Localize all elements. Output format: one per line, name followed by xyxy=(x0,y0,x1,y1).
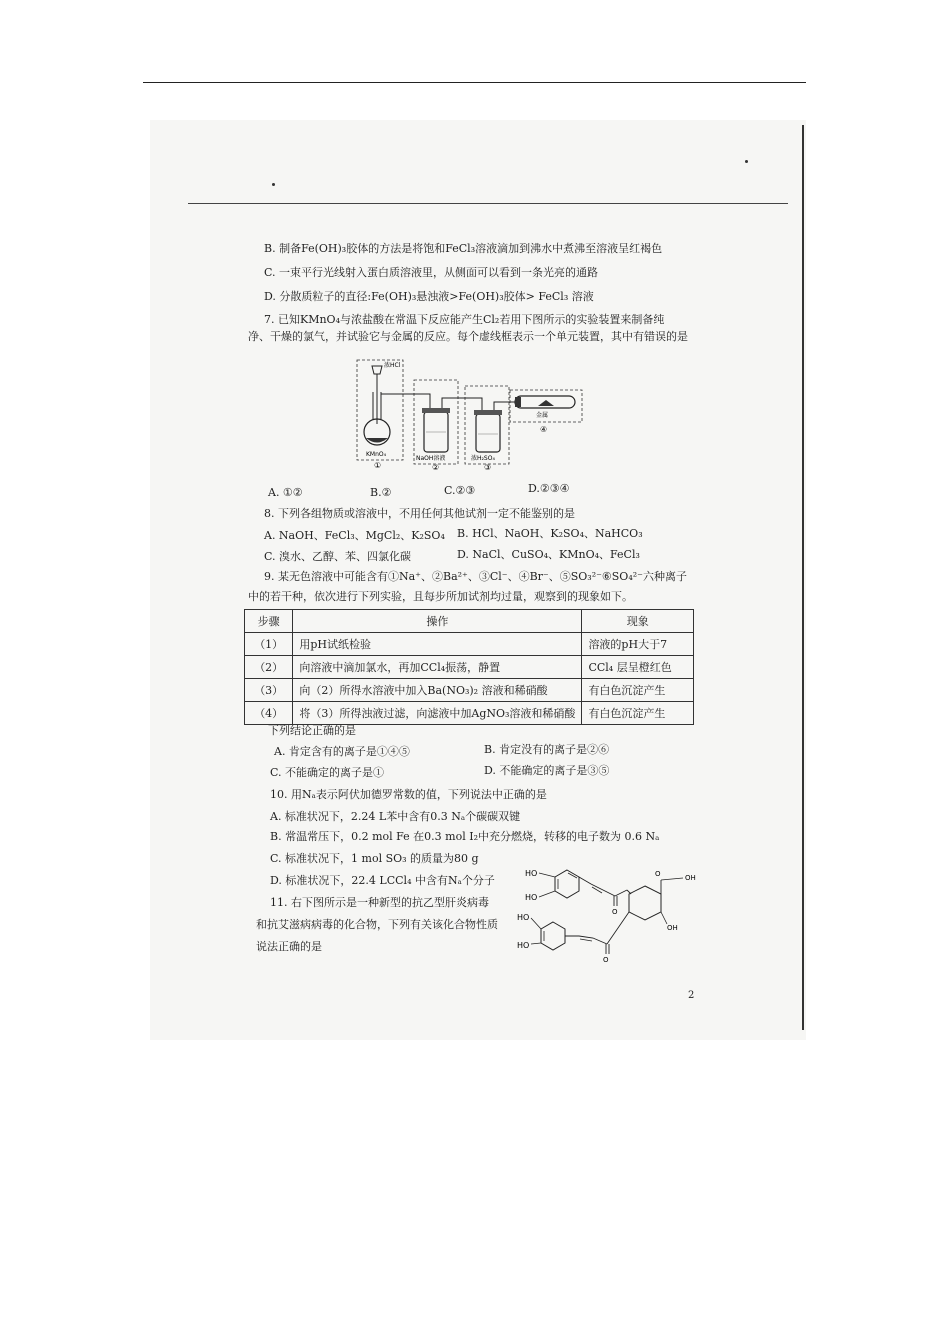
phenomenon-cell: 有白色沉淀产生 xyxy=(582,702,694,725)
q8-option-b: B. HCl、NaOH、K₂SO₄、NaHCO₃ xyxy=(457,527,643,540)
q7-stem-line2: 净、干燥的氯气，并试验它与金属的反应。每个虚线框表示一个单元装置，其中有错误的是 xyxy=(248,330,688,343)
ho-label: HO xyxy=(517,941,530,950)
scan-header-rule xyxy=(188,203,788,204)
q7-option-b: B.② xyxy=(370,486,392,499)
ho-label: HO xyxy=(517,913,530,922)
oh-label: OH xyxy=(667,924,678,932)
q9-stem-line2: 中的若干种，依次进行下列实验，且每步所加试剂均过量，观察到的现象如下。 xyxy=(248,590,633,603)
wash-bottle-h2so4 xyxy=(476,414,500,452)
o-label: O xyxy=(603,956,609,964)
label-unit-4: ④ xyxy=(540,425,548,434)
o-label: O xyxy=(655,870,661,878)
oh-label: OH xyxy=(685,874,696,882)
page-number: 2 xyxy=(688,990,695,1001)
q11-molecule-structure xyxy=(515,860,715,970)
label-hcl: 浓HCl xyxy=(384,362,401,369)
phenomenon-cell: 有白色沉淀产生 xyxy=(582,679,694,702)
q9-experiment-table xyxy=(244,609,694,725)
q9-conclusion: 下列结论正确的是 xyxy=(268,724,356,737)
table-row xyxy=(245,679,694,702)
dropping-funnel xyxy=(372,366,382,374)
label-unit-2: ② xyxy=(432,463,440,472)
q10-option-b: B. 常温常压下，0.2 mol Fe 在0.3 mol I₂中充分燃烧，转移的电子数为 0.6 Nₐ xyxy=(270,830,660,843)
q8-option-d: D. NaCl、CuSO₄、KMnO₄、FeCl₃ xyxy=(457,548,640,561)
label-h2so4: 浓H₂SO₄ xyxy=(471,455,495,462)
q11-stem-line2: 和抗艾滋病病毒的化合物，下列有关该化合物性质 xyxy=(256,918,498,931)
o-label: O xyxy=(612,908,618,916)
q11-stem-line3: 说法正确的是 xyxy=(256,940,322,953)
q8-option-a: A. NaOH、FeCl₃、MgCl₂、K₂SO₄ xyxy=(264,529,445,542)
table-row xyxy=(245,702,694,725)
ho-label: HO xyxy=(525,869,538,878)
q8-option-c: C. 溴水、乙醇、苯、四氯化碳 xyxy=(264,550,412,563)
scan-right-edge xyxy=(802,125,804,1030)
q7-apparatus-diagram xyxy=(350,352,590,482)
step-cell: （1） xyxy=(245,633,293,656)
label-metal: 金属 xyxy=(536,412,549,419)
q10-stem: 10. 用Nₐ表示阿伏加德罗常数的值，下列说法中正确的是 xyxy=(270,788,547,801)
q6-option-d: D. 分散质粒子的直径:Fe(OH)₃悬浊液>Fe(OH)₃胶体> FeCl₃ 溶液 xyxy=(264,290,594,303)
q7-stem-line1: 7. 已知KMnO₄与浓盐酸在常温下反应能产生Cl₂若用下图所示的实验装置来制备纯 xyxy=(264,313,665,326)
operation-cell: 用pH试纸检验 xyxy=(293,633,582,656)
step-cell: （4） xyxy=(245,702,293,725)
label-naoh: NaOH溶液 xyxy=(416,455,446,462)
header-operation: 操作 xyxy=(293,610,582,633)
q10-option-d: D. 标准状况下，22.4 LCCl₄ 中含有Nₐ个分子 xyxy=(270,874,495,887)
phenomenon-cell: CCl₄ 层呈橙红色 xyxy=(582,656,694,679)
q6-option-b: B. 制备Fe(OH)₃胶体的方法是将饱和FeCl₃溶液滴加到沸水中煮沸至溶液呈红褐色 xyxy=(264,242,663,255)
q10-option-a: A. 标准状况下，2.24 L苯中含有0.3 Nₐ个碳碳双键 xyxy=(270,810,521,823)
operation-cell: 向溶液中滴加氯水，再加CCl₄振荡，静置 xyxy=(293,656,582,679)
q9-option-a: A. 肯定含有的离子是①④⑤ xyxy=(274,745,410,758)
q7-option-a: A. ①② xyxy=(268,486,303,499)
table-row xyxy=(245,633,694,656)
ho-label: HO xyxy=(525,893,538,902)
header-phenomenon: 现象 xyxy=(582,610,694,633)
step-cell: （3） xyxy=(245,679,293,702)
q8-stem: 8. 下列各组物质或溶液中，不用任何其他试剂一定不能鉴别的是 xyxy=(264,507,575,520)
label-unit-1: ① xyxy=(374,461,382,470)
label-kmno4: KMnO₄ xyxy=(366,451,387,458)
q9-option-d: D. 不能确定的离子是③⑤ xyxy=(484,764,610,777)
header-step: 步骤 xyxy=(245,610,293,633)
phenomenon-cell: 溶液的pH大于7 xyxy=(582,633,694,656)
q9-option-b: B. 肯定没有的离子是②⑥ xyxy=(484,743,610,756)
table-header-row xyxy=(245,610,694,633)
q9-option-c: C. 不能确定的离子是① xyxy=(270,766,385,779)
table-row xyxy=(245,656,694,679)
label-unit-3: ③ xyxy=(484,463,492,472)
step-cell: （2） xyxy=(245,656,293,679)
q11-stem-line1: 11. 右下图所示是一种新型的抗乙型肝炎病毒 xyxy=(270,896,489,909)
q10-option-c: C. 标准状况下，1 mol SO₃ 的质量为80 g xyxy=(270,852,479,865)
unit-box-2 xyxy=(414,380,458,464)
q6-option-c: C. 一束平行光线射入蛋白质溶液里，从侧面可以看到一条光亮的通路 xyxy=(264,266,599,279)
q7-option-d: D.②③④ xyxy=(528,482,570,495)
operation-cell: 将（3）所得浊液过滤，向滤液中加AgNO₃溶液和稀硝酸 xyxy=(293,702,582,725)
q9-stem-line1: 9. 某无色溶液中可能含有①Na⁺、②Ba²⁺、③Cl⁻、④Br⁻、⑤SO₃²⁻⑥SO₄²⁻六种离子 xyxy=(264,570,687,583)
q7-option-c: C.②③ xyxy=(444,484,476,497)
scan-speck xyxy=(272,183,275,186)
operation-cell: 向（2）所得水溶液中加入Ba(NO₃)₂ 溶液和稀硝酸 xyxy=(293,679,582,702)
page-top-rule xyxy=(143,82,806,83)
scan-speck xyxy=(745,160,748,163)
